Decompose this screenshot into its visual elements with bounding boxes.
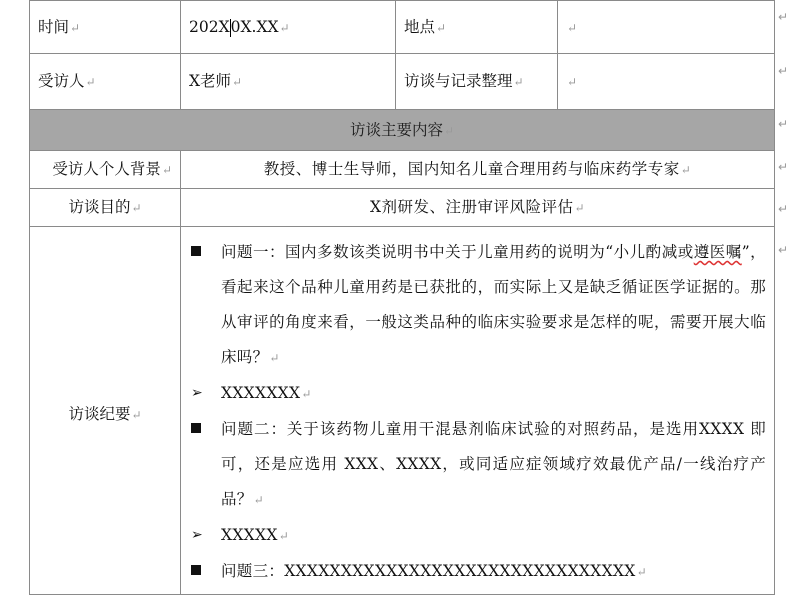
- interviewee-label-cell[interactable]: [30, 54, 181, 110]
- answer-text: XXXXX: [221, 526, 278, 544]
- square-shape: [191, 246, 201, 256]
- table-row: [30, 227, 775, 595]
- question-text: 问题一：国内多数该类说明书中关于儿童用药的说明为“小儿酌减或: [221, 243, 694, 261]
- answer-text: XXXXXXX: [221, 384, 301, 402]
- interviewee-value-cell[interactable]: [181, 54, 396, 110]
- question-item[interactable]: [191, 554, 766, 590]
- row-end-mark: ↵: [778, 202, 789, 216]
- paragraph-mark: ↵: [443, 123, 455, 138]
- background-label-cell[interactable]: [30, 151, 181, 189]
- section-header: 访谈主要内容: [349, 120, 443, 139]
- paragraph-mark: ↵: [253, 493, 264, 507]
- table-row: [30, 110, 775, 151]
- row-end-mark: ↵: [778, 10, 789, 24]
- time-value-cell[interactable]: [181, 1, 396, 54]
- paragraph-mark: ↵: [436, 20, 447, 35]
- paragraph-mark: ↵: [513, 75, 524, 89]
- row-end-mark: ↵: [778, 243, 789, 257]
- paragraph-mark: ↵: [131, 407, 142, 422]
- square-bullet-icon: [191, 412, 211, 447]
- location-value-cell[interactable]: [558, 1, 775, 54]
- background-value: 教授、博士生导师，国内知名儿童合理用药与临床药学专家: [263, 160, 680, 178]
- square-bullet-icon: [191, 235, 211, 270]
- interview-record-table: [29, 0, 775, 595]
- purpose-label: 访谈目的: [68, 198, 131, 216]
- paragraph-mark: ↵: [70, 20, 81, 35]
- table-row: [30, 1, 775, 54]
- purpose-value: X剂研发、注册审评风险评估: [369, 198, 574, 216]
- paragraph-mark: ↵: [161, 163, 172, 177]
- row-end-mark: ↵: [778, 160, 789, 174]
- paragraph-mark: ↵: [85, 75, 96, 89]
- arrow-bullet-icon: ➢: [191, 527, 204, 543]
- paragraph-mark: ↵: [269, 351, 280, 365]
- square-shape: [191, 565, 201, 575]
- question-item[interactable]: [191, 412, 766, 518]
- minutes-list: [191, 235, 766, 590]
- table-row: [30, 189, 775, 227]
- time-label-cell[interactable]: [30, 1, 181, 54]
- background-label: 受访人个人背景: [52, 160, 161, 178]
- recorder-label: 访谈与记录整理: [404, 72, 513, 90]
- answer-item[interactable]: [191, 376, 766, 412]
- paragraph-mark: ↵: [131, 201, 142, 215]
- row-end-mark: ↵: [778, 64, 789, 78]
- minutes-label: 访谈纪要: [68, 404, 131, 423]
- paragraph-mark: ↵: [567, 75, 578, 89]
- purpose-value-cell[interactable]: [181, 189, 775, 227]
- paragraph-mark: ↵: [680, 163, 692, 177]
- paragraph-mark: ↵: [278, 529, 290, 543]
- recorder-value-cell[interactable]: [558, 54, 775, 110]
- paragraph-mark: ↵: [279, 20, 290, 35]
- paragraph-mark: ↵: [567, 20, 578, 35]
- time-label: 时间: [38, 17, 70, 36]
- location-label-cell[interactable]: [396, 1, 558, 54]
- minutes-label-cell[interactable]: [30, 227, 181, 595]
- paragraph-mark: ↵: [574, 201, 586, 215]
- recorder-label-cell[interactable]: [396, 54, 558, 110]
- purpose-label-cell[interactable]: [30, 189, 181, 227]
- paragraph-mark: ↵: [301, 387, 312, 401]
- interviewee-label: 受访人: [38, 72, 85, 90]
- question-text: 问题二：关于该药物儿童用干混悬剂临床试验的对照药品，是选用XXXX 即可，还是应选用 XXX、XXXX，或同适应症领域疗效最优产品/一线治疗产品？: [221, 420, 766, 508]
- location-label: 地点: [404, 17, 436, 36]
- section-header-cell[interactable]: [30, 110, 775, 151]
- question-text-continued: ”，看起来这个品种儿童用药是已获批的，而实际上又是缺乏循证医学证据的。那从审评的角度来看，一般这类品种的临床实验要求是怎样的呢，需要开展大临床吗？: [221, 243, 766, 366]
- paragraph-mark: ↵: [636, 565, 647, 579]
- paragraph-mark: ↵: [232, 75, 243, 89]
- question-text: 问题三：XXXXXXXXXXXXXXXXXXXXXXXXXXXXXXX: [221, 562, 636, 580]
- question-item[interactable]: [191, 235, 766, 376]
- arrow-bullet-icon: ➢: [191, 385, 204, 401]
- time-value-year: 202X: [189, 17, 230, 36]
- row-end-mark: ↵: [778, 117, 789, 131]
- square-bullet-icon: [191, 554, 211, 589]
- table-row: [30, 151, 775, 189]
- square-shape: [191, 423, 201, 433]
- interviewee-value: X老师: [189, 72, 232, 90]
- minutes-content-cell[interactable]: [181, 227, 775, 595]
- background-value-cell[interactable]: [181, 151, 775, 189]
- spellcheck-flagged-text: 遵医嘱: [693, 243, 742, 261]
- time-value-date: 0X.XX: [230, 17, 279, 36]
- table-row: [30, 54, 775, 110]
- answer-item[interactable]: [191, 518, 766, 554]
